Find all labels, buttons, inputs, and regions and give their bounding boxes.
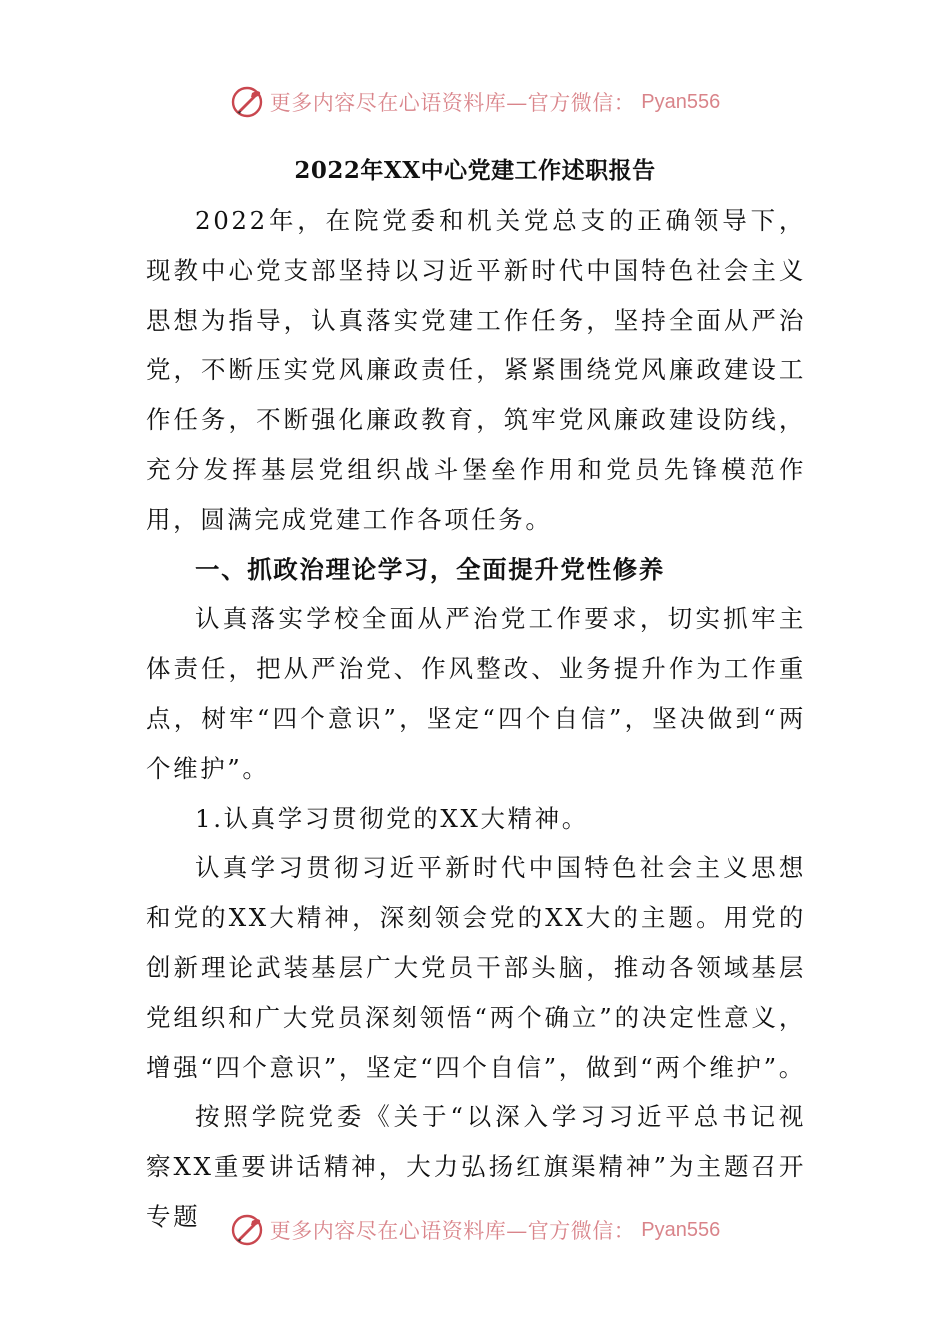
section-heading-1: 一、抓政治理论学习，全面提升党性修养 <box>195 554 665 584</box>
watermark-wechat-id: Pyan556 <box>641 90 721 113</box>
watermark-wechat-id: Pyan556 <box>641 1218 721 1241</box>
document-title: 2022年XX中心党建工作述职报告 <box>294 157 656 184</box>
quill-logo-icon <box>230 1213 264 1247</box>
document-body <box>146 196 806 1242</box>
watermark-header <box>0 82 950 122</box>
paragraph-committee: 按照学院党委《关于“以深入学习习近平总书记视察XX重要讲话精神，大力弘扬红旗渠精神”为主题召开专题 <box>146 1102 806 1231</box>
paragraph-intro: 2022年，在院党委和机关党总支的正确领导下，现教中心党支部坚持以习近平新时代中国特色社会主义思想为指导，认真落实党建工作任务，坚持全面从严治党，不断压实党风廉政责任，紧紧围绕党风廉政建设工作任务，不断强化廉政教育，筑牢党风廉政建设防线，充分发挥基层党组织战斗堡垒作用和党员先锋模范作用，圆满完成党建工作各项任务。 <box>146 206 806 534</box>
quill-logo-icon <box>230 85 264 119</box>
watermark-footer <box>0 1210 950 1250</box>
watermark-text: 更多内容尽在心语资料库—官方微信： <box>269 1219 636 1243</box>
subheading-1-1: 1.认真学习贯彻党的XX大精神。 <box>195 803 589 833</box>
watermark-text: 更多内容尽在心语资料库—官方微信： <box>269 91 636 115</box>
paragraph-study: 认真学习贯彻习近平新时代中国特色社会主义思想和党的XX大精神，深刻领会党的XX大的主题。用党的创新理论武装基层广大党员干部头脑，推动各领域基层党组织和广大党员深刻领悟“两个确立”的决定性意义，增强“四个意识”，坚定“四个自信”，做到“两个维护”。 <box>146 853 806 1082</box>
paragraph-section-1-intro: 认真落实学校全面从严治党工作要求，切实抓牢主体责任，把从严治党、作风整改、业务提升作为工作重点，树牢“四个意识”，坚定“四个自信”，坚决做到“两个维护”。 <box>146 604 806 783</box>
